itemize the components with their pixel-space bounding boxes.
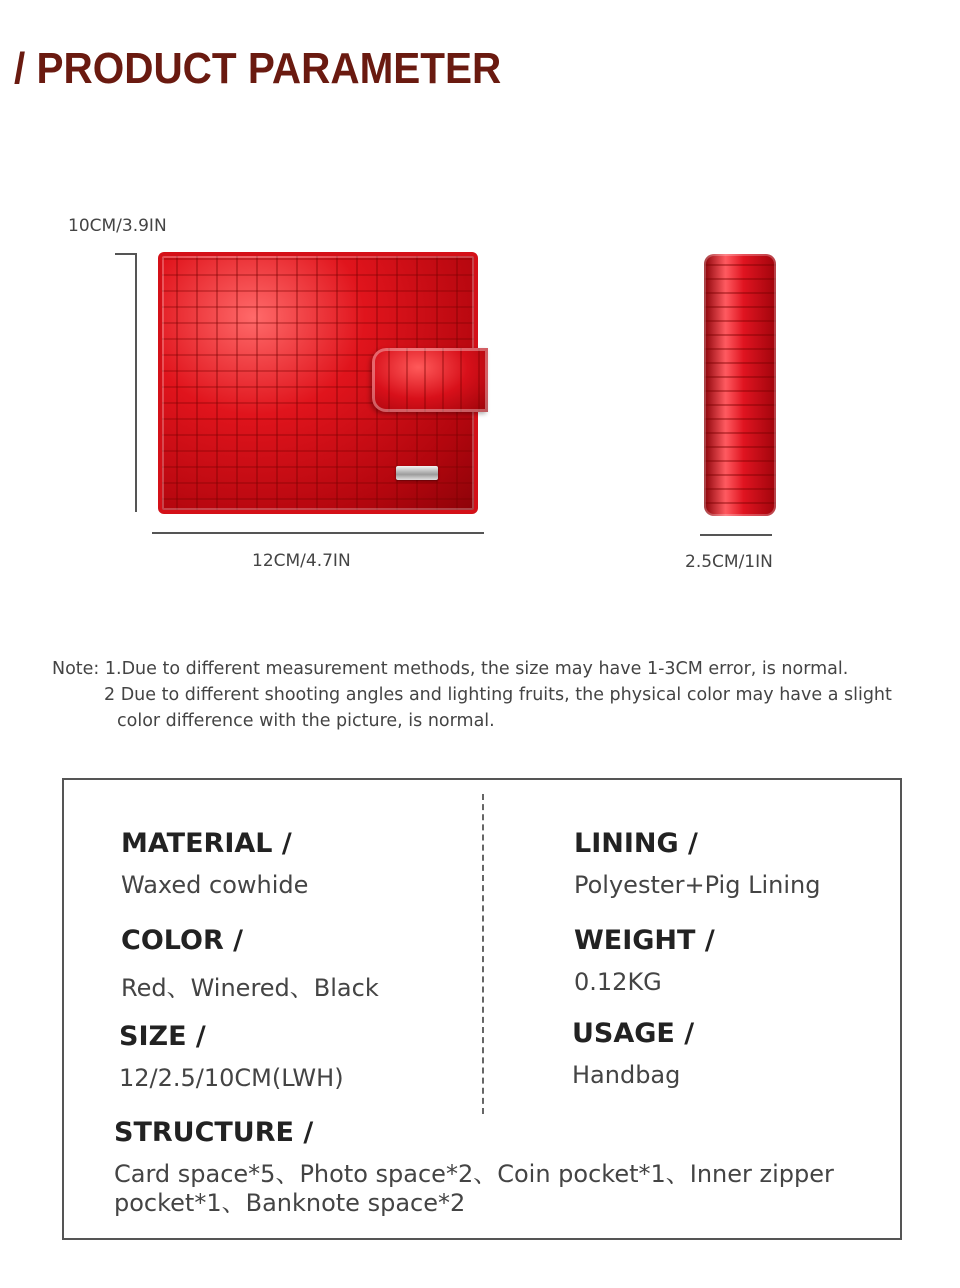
- length-measure-line: [152, 532, 484, 534]
- size-label: SIZE /: [119, 1021, 206, 1052]
- weight-label: WEIGHT /: [574, 925, 715, 956]
- wallet-side-image: [704, 254, 776, 516]
- note-line-3: color difference with the picture, is normal.: [117, 711, 495, 731]
- usage-label: USAGE /: [572, 1018, 695, 1049]
- height-dimension-label: 10CM/3.9IN: [68, 216, 167, 236]
- size-value: 12/2.5/10CM(LWH): [119, 1064, 344, 1092]
- color-label: COLOR /: [121, 925, 244, 956]
- material-label: MATERIAL /: [121, 828, 292, 859]
- height-tick: [115, 253, 137, 255]
- lining-label: LINING /: [574, 828, 698, 859]
- note-line-1: Note: 1.Due to different measurement methods, the size may have 1-3CM error, is normal.: [52, 659, 849, 679]
- spec-divider: [482, 794, 484, 1114]
- width-measure-line: [700, 534, 772, 536]
- page-title: / PRODUCT PARAMETER: [14, 44, 502, 93]
- height-measure-line: [135, 254, 137, 512]
- wallet-logo-plate: [396, 466, 438, 480]
- width-dimension-label: 2.5CM/1IN: [685, 552, 773, 572]
- color-value: Red、Winered、Black: [121, 974, 379, 1002]
- length-dimension-label: 12CM/4.7IN: [252, 551, 351, 571]
- structure-label: STRUCTURE /: [114, 1117, 314, 1148]
- structure-value: Card space*5、Photo space*2、Coin pocket*1、Inner zipper pocket*1、Banknote space*2: [114, 1160, 834, 1217]
- wallet-snap-tab: [372, 348, 488, 412]
- note-line-2: 2 Due to different shooting angles and lighting fruits, the physical color may have a slight: [104, 685, 892, 705]
- weight-value: 0.12KG: [574, 968, 662, 996]
- material-value: Waxed cowhide: [121, 871, 309, 899]
- lining-value: Polyester+Pig Lining: [574, 871, 821, 899]
- usage-value: Handbag: [572, 1061, 681, 1089]
- note-block: [52, 656, 892, 734]
